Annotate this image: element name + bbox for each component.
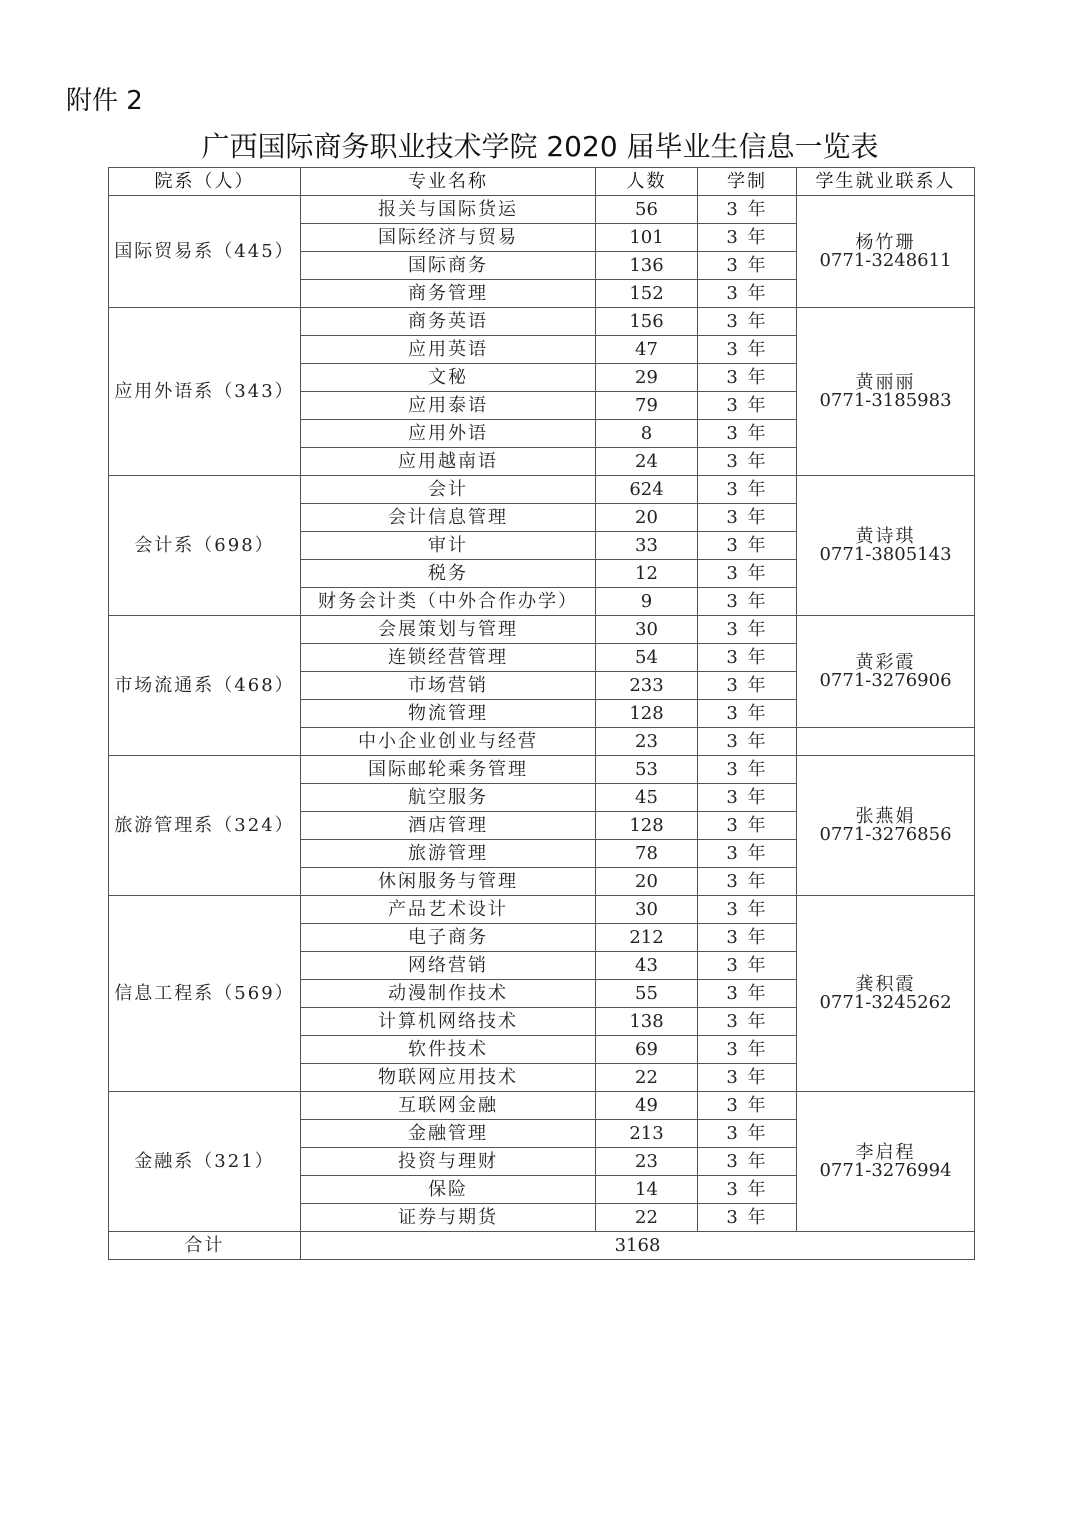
duration-cell: 3 年 xyxy=(698,364,797,392)
total-row xyxy=(109,1232,975,1260)
duration-cell: 3 年 xyxy=(698,756,797,784)
major-name-cell: 应用英语 xyxy=(301,336,596,364)
major-name-cell: 会展策划与管理 xyxy=(301,616,596,644)
major-name-cell: 国际邮轮乘务管理 xyxy=(301,756,596,784)
document-title: 广西国际商务职业技术学院 2020 届毕业生信息一览表 xyxy=(201,130,879,163)
count-cell: 136 xyxy=(596,252,698,280)
major-name-cell: 保险 xyxy=(301,1176,596,1204)
duration-cell: 3 年 xyxy=(698,616,797,644)
duration-cell: 3 年 xyxy=(698,448,797,476)
contact-name: 黄丽丽 xyxy=(855,371,916,393)
dept-name-cell: 金融系（321） xyxy=(109,1092,301,1232)
count-cell: 213 xyxy=(596,1120,698,1148)
duration-cell: 3 年 xyxy=(698,560,797,588)
duration-cell: 3 年 xyxy=(698,392,797,420)
count-cell: 23 xyxy=(596,728,698,756)
duration-cell: 3 年 xyxy=(698,1064,797,1092)
count-cell: 624 xyxy=(596,476,698,504)
count-cell: 233 xyxy=(596,672,698,700)
count-cell: 49 xyxy=(596,1092,698,1120)
contact-name: 黄彩霞 xyxy=(855,651,916,673)
header-major: 专业名称 xyxy=(301,168,596,196)
contact-cell xyxy=(797,476,975,616)
duration-cell: 3 年 xyxy=(698,728,797,756)
contact-phone: 0771-3276856 xyxy=(819,823,952,845)
duration-cell: 3 年 xyxy=(698,1120,797,1148)
duration-cell: 3 年 xyxy=(698,840,797,868)
major-name-cell: 商务英语 xyxy=(301,308,596,336)
count-cell: 20 xyxy=(596,868,698,896)
count-cell: 47 xyxy=(596,336,698,364)
header-duration: 学制 xyxy=(698,168,797,196)
contact-cell xyxy=(797,196,975,308)
dept-name-cell: 市场流通系（468） xyxy=(109,616,301,756)
count-cell: 12 xyxy=(596,560,698,588)
major-name-cell: 财务会计类（中外合作办学） xyxy=(301,588,596,616)
major-name-cell: 国际经济与贸易 xyxy=(301,224,596,252)
contact-cell xyxy=(797,1092,975,1232)
count-cell: 79 xyxy=(596,392,698,420)
count-cell: 56 xyxy=(596,196,698,224)
duration-cell: 3 年 xyxy=(698,1148,797,1176)
major-name-cell: 会计信息管理 xyxy=(301,504,596,532)
major-name-cell: 审计 xyxy=(301,532,596,560)
duration-cell: 3 年 xyxy=(698,532,797,560)
major-name-cell: 应用越南语 xyxy=(301,448,596,476)
major-name-cell: 税务 xyxy=(301,560,596,588)
attachment-label: 附件 2 xyxy=(66,86,143,116)
major-name-cell: 酒店管理 xyxy=(301,812,596,840)
duration-cell: 3 年 xyxy=(698,252,797,280)
count-cell: 9 xyxy=(596,588,698,616)
count-cell: 55 xyxy=(596,980,698,1008)
contact-empty-cell xyxy=(797,728,975,756)
total-label: 合计 xyxy=(109,1232,301,1260)
major-name-cell: 报关与国际货运 xyxy=(301,196,596,224)
count-cell: 212 xyxy=(596,924,698,952)
contact-name: 杨竹珊 xyxy=(855,231,916,253)
duration-cell: 3 年 xyxy=(698,588,797,616)
major-name-cell: 应用外语 xyxy=(301,420,596,448)
count-cell: 78 xyxy=(596,840,698,868)
major-name-cell: 证券与期货 xyxy=(301,1204,596,1232)
major-name-cell: 互联网金融 xyxy=(301,1092,596,1120)
count-cell: 24 xyxy=(596,448,698,476)
duration-cell: 3 年 xyxy=(698,420,797,448)
major-name-cell: 旅游管理 xyxy=(301,840,596,868)
duration-cell: 3 年 xyxy=(698,224,797,252)
duration-cell: 3 年 xyxy=(698,196,797,224)
count-cell: 14 xyxy=(596,1176,698,1204)
count-cell: 69 xyxy=(596,1036,698,1064)
major-name-cell: 连锁经营管理 xyxy=(301,644,596,672)
contact-phone: 0771-3245262 xyxy=(819,991,952,1013)
contact-name: 李启程 xyxy=(855,1141,916,1163)
duration-cell: 3 年 xyxy=(698,1092,797,1120)
table-row xyxy=(109,1092,975,1120)
duration-cell: 3 年 xyxy=(698,812,797,840)
count-cell: 45 xyxy=(596,784,698,812)
contact-phone: 0771-3276906 xyxy=(819,669,952,691)
count-cell: 53 xyxy=(596,756,698,784)
count-cell: 23 xyxy=(596,1148,698,1176)
total-value: 3168 xyxy=(301,1232,975,1260)
contact-phone: 0771-3248611 xyxy=(819,249,952,271)
table-row xyxy=(109,308,975,336)
header-contact: 学生就业联系人 xyxy=(797,168,975,196)
duration-cell: 3 年 xyxy=(698,672,797,700)
count-cell: 8 xyxy=(596,420,698,448)
table-row xyxy=(109,896,975,924)
count-cell: 156 xyxy=(596,308,698,336)
duration-cell: 3 年 xyxy=(698,1036,797,1064)
major-name-cell: 软件技术 xyxy=(301,1036,596,1064)
major-name-cell: 电子商务 xyxy=(301,924,596,952)
major-name-cell: 航空服务 xyxy=(301,784,596,812)
header-dept: 院系（人） xyxy=(109,168,301,196)
table-row xyxy=(109,756,975,784)
duration-cell: 3 年 xyxy=(698,784,797,812)
duration-cell: 3 年 xyxy=(698,308,797,336)
duration-cell: 3 年 xyxy=(698,644,797,672)
contact-phone: 0771-3276994 xyxy=(819,1159,952,1181)
table-row xyxy=(109,616,975,644)
table-header-row xyxy=(109,168,975,196)
count-cell: 30 xyxy=(596,896,698,924)
dept-name-cell: 国际贸易系（445） xyxy=(109,196,301,308)
contact-phone: 0771-3805143 xyxy=(819,543,952,565)
count-cell: 43 xyxy=(596,952,698,980)
count-cell: 101 xyxy=(596,224,698,252)
major-name-cell: 金融管理 xyxy=(301,1120,596,1148)
count-cell: 33 xyxy=(596,532,698,560)
count-cell: 152 xyxy=(596,280,698,308)
table-body xyxy=(109,196,975,1232)
duration-cell: 3 年 xyxy=(698,280,797,308)
count-cell: 29 xyxy=(596,364,698,392)
dept-name-cell: 信息工程系（569） xyxy=(109,896,301,1092)
major-name-cell: 投资与理财 xyxy=(301,1148,596,1176)
table-row xyxy=(109,196,975,224)
dept-name-cell: 旅游管理系（324） xyxy=(109,756,301,896)
major-name-cell: 物联网应用技术 xyxy=(301,1064,596,1092)
contact-phone: 0771-3185983 xyxy=(819,389,952,411)
duration-cell: 3 年 xyxy=(698,504,797,532)
contact-name: 黄诗琪 xyxy=(855,525,916,547)
contact-cell xyxy=(797,756,975,896)
major-name-cell: 国际商务 xyxy=(301,252,596,280)
duration-cell: 3 年 xyxy=(698,896,797,924)
major-name-cell: 会计 xyxy=(301,476,596,504)
major-name-cell: 物流管理 xyxy=(301,700,596,728)
header-count: 人数 xyxy=(596,168,698,196)
major-name-cell: 市场营销 xyxy=(301,672,596,700)
duration-cell: 3 年 xyxy=(698,952,797,980)
major-name-cell: 产品艺术设计 xyxy=(301,896,596,924)
contact-name: 张燕娟 xyxy=(855,805,916,827)
contact-cell xyxy=(797,616,975,728)
major-name-cell: 中小企业创业与经营 xyxy=(301,728,596,756)
dept-name-cell: 应用外语系（343） xyxy=(109,308,301,476)
duration-cell: 3 年 xyxy=(698,476,797,504)
count-cell: 128 xyxy=(596,700,698,728)
contact-cell xyxy=(797,308,975,476)
count-cell: 138 xyxy=(596,1008,698,1036)
duration-cell: 3 年 xyxy=(698,1008,797,1036)
duration-cell: 3 年 xyxy=(698,924,797,952)
duration-cell: 3 年 xyxy=(698,868,797,896)
duration-cell: 3 年 xyxy=(698,1204,797,1232)
count-cell: 22 xyxy=(596,1204,698,1232)
count-cell: 54 xyxy=(596,644,698,672)
count-cell: 20 xyxy=(596,504,698,532)
duration-cell: 3 年 xyxy=(698,700,797,728)
count-cell: 22 xyxy=(596,1064,698,1092)
duration-cell: 3 年 xyxy=(698,336,797,364)
major-name-cell: 应用泰语 xyxy=(301,392,596,420)
count-cell: 128 xyxy=(596,812,698,840)
dept-name-cell: 会计系（698） xyxy=(109,476,301,616)
count-cell: 30 xyxy=(596,616,698,644)
major-name-cell: 网络营销 xyxy=(301,952,596,980)
contact-name: 龚积霞 xyxy=(855,973,916,995)
duration-cell: 3 年 xyxy=(698,980,797,1008)
graduate-info-table xyxy=(108,167,975,1260)
contact-cell xyxy=(797,896,975,1092)
major-name-cell: 商务管理 xyxy=(301,280,596,308)
major-name-cell: 动漫制作技术 xyxy=(301,980,596,1008)
table-row xyxy=(109,476,975,504)
major-name-cell: 计算机网络技术 xyxy=(301,1008,596,1036)
major-name-cell: 文秘 xyxy=(301,364,596,392)
major-name-cell: 休闲服务与管理 xyxy=(301,868,596,896)
duration-cell: 3 年 xyxy=(698,1176,797,1204)
